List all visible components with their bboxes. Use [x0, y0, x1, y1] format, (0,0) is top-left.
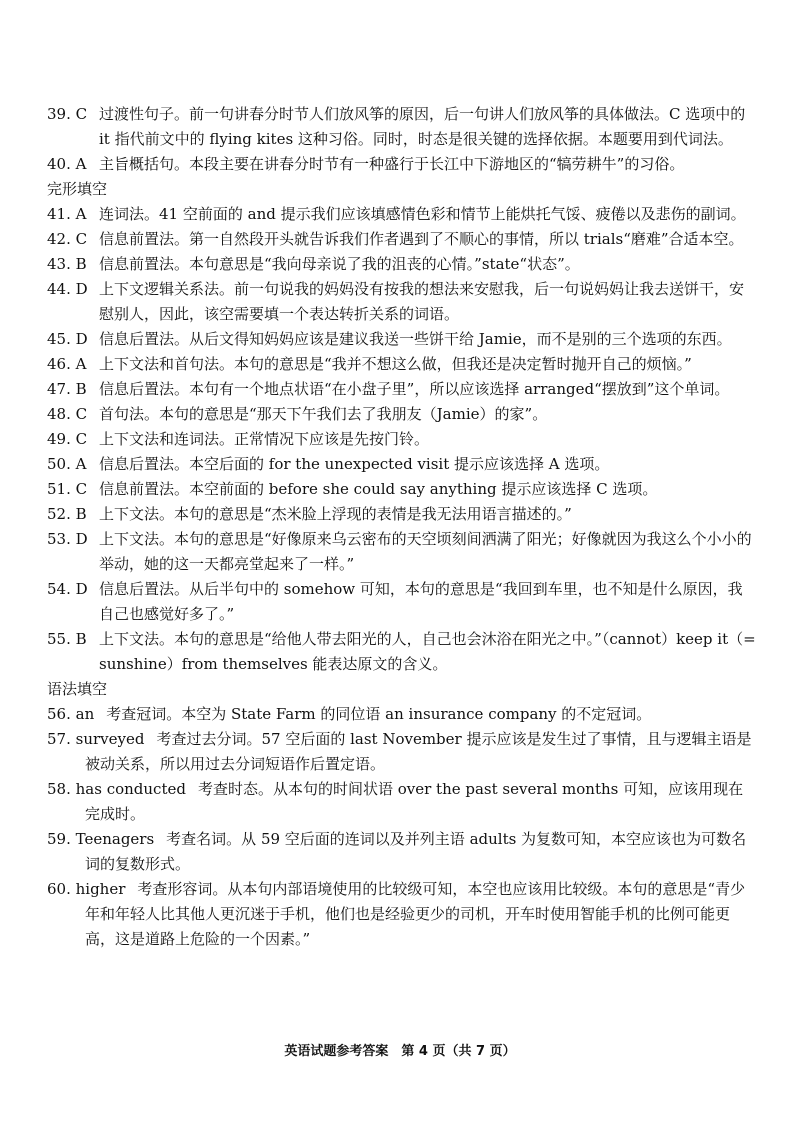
answer-item	[47, 702, 757, 727]
answer-number: 60. higher	[47, 880, 126, 898]
answer-explanation: 考查过去分词。57 空后面的 last November 提示应该是发生过了事情，且与逻辑主语是被动关系，所以用过去分词短语作后置定语。	[85, 730, 752, 773]
answer-number: 55. B	[47, 630, 87, 648]
page-footer: 英语试题参考答案 第 4 页（共 7 页）	[284, 1044, 516, 1059]
answer-number: 56. an	[47, 705, 95, 723]
cloze-answers	[47, 202, 757, 677]
answer-item	[47, 327, 757, 352]
answer-item	[47, 102, 757, 152]
answer-item	[47, 352, 757, 377]
answer-item	[47, 402, 757, 427]
answer-number: 47. B	[47, 380, 87, 398]
answer-number: 40. A	[47, 155, 87, 173]
answer-number: 52. B	[47, 505, 87, 523]
answer-number: 53. D	[47, 530, 88, 548]
answer-item	[47, 202, 757, 227]
answer-explanation: 信息后置法。本句有一个地点状语“在小盘子里”，所以应该选择 arranged“摆放到”这个单词。	[99, 380, 730, 398]
answer-explanation: 上下文法。本句的意思是“杰米脸上浮现的表情是我无法用语言描述的。”	[99, 505, 572, 523]
answer-item	[47, 277, 757, 327]
answer-item	[47, 152, 757, 177]
answer-explanation: 考查冠词。本空为 State Farm 的同位语 an insurance company 的不定冠词。	[106, 705, 652, 723]
answer-explanation: 连词法。41 空前面的 and 提示我们应该填感情色彩和情节上能烘托气馁、疲倦以及悲伤的副词。	[99, 205, 746, 223]
answer-number: 57. surveyed	[47, 730, 145, 748]
answer-item	[47, 377, 757, 402]
answer-explanation: 过渡性句子。前一句讲春分时节人们放风筝的原因，后一句讲人们放风筝的具体做法。C 选项中的 it 指代前文中的 flying kites 这种习俗。同时，时态是很关键的选择依据。本题要用到代词法。	[99, 105, 746, 148]
answer-number: 51. C	[47, 480, 88, 498]
answer-number: 59. Teenagers	[47, 830, 155, 848]
answer-item	[47, 527, 757, 577]
answer-number: 41. A	[47, 205, 87, 223]
answer-number: 42. C	[47, 230, 88, 248]
answer-explanation: 上下文法和首句法。本句的意思是“我并不想这么做，但我还是决定暂时抛开自己的烦恼。”	[99, 355, 692, 373]
answer-item	[47, 427, 757, 452]
answer-number: 58. has conducted	[47, 780, 186, 798]
answer-explanation: 上下文法。本句的意思是“好像原来乌云密布的天空顷刻间洒满了阳光；好像就因为我这么个小小的举动，她的这一天都亮堂起来了一样。”	[99, 530, 752, 573]
answer-explanation: 信息前置法。第一自然段开头就告诉我们作者遇到了不顺心的事情，所以 trials“磨难”合适本空。	[99, 230, 744, 248]
section-heading-cloze: 完形填空	[47, 180, 108, 198]
grammar-answers	[47, 702, 757, 952]
answer-item	[47, 577, 757, 627]
answer-item	[47, 877, 757, 952]
answer-number: 50. A	[47, 455, 87, 473]
reading-answers	[47, 102, 757, 177]
answer-explanation: 信息前置法。本句意思是“我向母亲说了我的沮丧的心情。”state“状态”。	[99, 255, 580, 273]
answer-number: 44. D	[47, 280, 88, 298]
answer-explanation: 上下文逻辑关系法。前一句说我的妈妈没有按我的想法来安慰我，后一句说妈妈让我去送饼干，安慰别人，因此，该空需要填一个表达转折关系的词语。	[99, 280, 745, 323]
answer-explanation: 信息后置法。从后半句中的 somehow 可知，本句的意思是“我回到车里，也不知是什么原因，我自己也感觉好多了。”	[99, 580, 743, 623]
answer-explanation: 上下文法和连词法。正常情况下应该是先按门铃。	[99, 430, 430, 448]
answer-entries	[47, 102, 757, 952]
answer-number: 45. D	[47, 330, 88, 348]
answer-explanation: 主旨概括句。本段主要在讲春分时节有一种盛行于长江中下游地区的“犒劳耕牛”的习俗。	[99, 155, 685, 173]
answer-item	[47, 502, 757, 527]
answer-number: 43. B	[47, 255, 87, 273]
answer-explanation: 信息后置法。从后文得知妈妈应该是建议我送一些饼干给 Jamie，而不是别的三个选项的东西。	[99, 330, 732, 348]
answer-explanation: 考查名词。从 59 空后面的连词以及并列主语 adults 为复数可知，本空应该也为可数名词的复数形式。	[85, 830, 747, 873]
answer-number: 54. D	[47, 580, 88, 598]
answer-item	[47, 452, 757, 477]
section-heading-grammar: 语法填空	[47, 680, 108, 698]
answer-item	[47, 477, 757, 502]
answer-item	[47, 727, 757, 777]
answer-explanation: 考查形容词。从本句内部语境使用的比较级可知，本空也应该用比较级。本句的意思是“青少年和年轻人比其他人更沉迷于手机，他们也是经验更少的司机，开车时使用智能手机的比例可能更高，这是道路上危险的一个因素。”	[85, 880, 746, 948]
answer-item	[47, 252, 757, 277]
answer-explanation: 信息前置法。本空前面的 before she could say anything 提示应该选择 C 选项。	[99, 480, 658, 498]
answer-item	[47, 827, 757, 877]
answer-explanation: 首句法。本句的意思是“那天下午我们去了我朋友（Jamie）的家”。	[99, 405, 548, 423]
answer-number: 39. C	[47, 105, 88, 123]
answer-explanation: 上下文法。本句的意思是“给他人带去阳光的人，自己也会沐浴在阳光之中。”（cannot）keep it（= sunshine）from themselves 能表达原文的含义。	[99, 630, 756, 673]
answer-item	[47, 627, 757, 677]
answer-item	[47, 777, 757, 827]
answer-number: 48. C	[47, 405, 88, 423]
answer-explanation: 信息后置法。本空后面的 for the unexpected visit 提示应该选择 A 选项。	[99, 455, 610, 473]
answer-number: 46. A	[47, 355, 87, 373]
answer-number: 49. C	[47, 430, 88, 448]
answer-explanation: 考查时态。从本句的时间状语 over the past several months 可知，应该用现在完成时。	[85, 780, 744, 823]
answer-item	[47, 227, 757, 252]
